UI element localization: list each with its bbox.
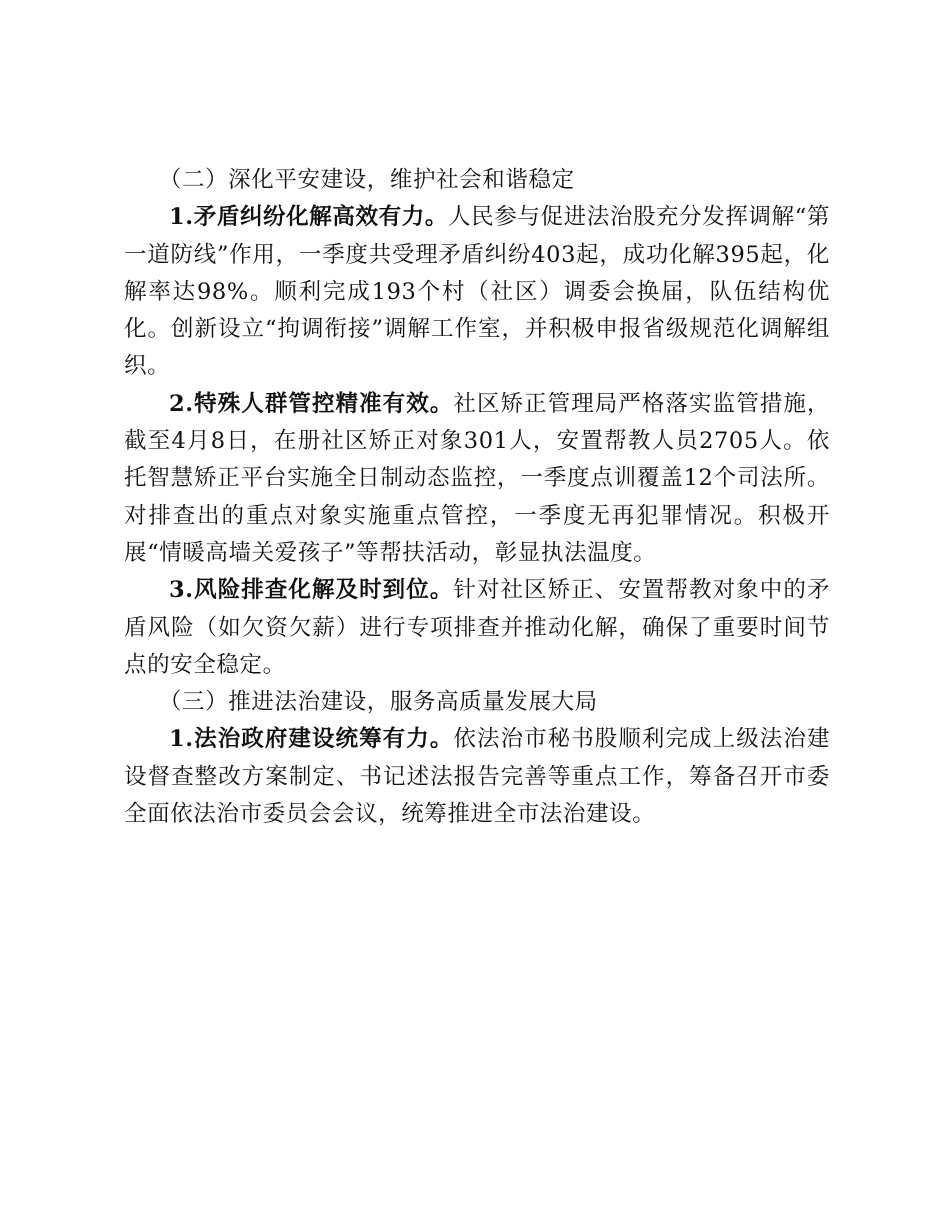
document-body [124,162,830,833]
paragraph-body: 依法治市秘书股顺利完成上级法治建设督查整改方案制定、书记述法报告完善等重点工作，筹备召开市委全面依法治市委员会会议，统筹推进全市法治建设。 [124,726,830,828]
paragraph-body: 针对社区矫正、安置帮教对象中的矛盾风险（如欠资欠薪）进行专项排查并推动化解，确保了重要时间节点的安全稳定。 [124,577,830,678]
paragraph-lead: 3.风险排查化解及时到位。 [169,577,454,604]
paragraph-lead: 1.矛盾纠纷化解高效有力。 [169,204,448,231]
paragraph-risk-screening [124,572,830,684]
paragraph-conflict-resolution [124,199,830,385]
paragraph-body: 社区矫正管理局严格落实监管措施，截至4月8日，在册社区矫正对象301人，安置帮教人员2705人。依托智慧矫正平台实施全日制动态监控，一季度点训覆盖12个司法所。对排查出的重点对象实施重点管控，一季度无再犯罪情况。积极开展“情暖高墙关爱孩子”等帮扶活动，彰显执法温度。 [124,390,830,566]
paragraph-rule-of-law-government [124,721,830,833]
section-heading-3: （三）推进法治建设，服务高质量发展大局 [158,689,598,716]
paragraph-lead: 1.法治政府建设统筹有力。 [169,726,454,753]
paragraph-special-groups [124,386,830,572]
paragraph-lead: 2.特殊人群管控精准有效。 [169,390,454,417]
section-heading-2: （二）深化平安建设，维护社会和谐稳定 [158,167,575,193]
paragraph-body: 人民参与促进法治股充分发挥调解“第一道防线”作用，一季度共受理矛盾纠纷403起，成功化解395起，化解率达98%。顺利完成193个村（社区）调委会换届，队伍结构优化。创新设立“拘调衔接”调解工作室，并积极申报省级规范化调解组织。 [124,204,830,380]
